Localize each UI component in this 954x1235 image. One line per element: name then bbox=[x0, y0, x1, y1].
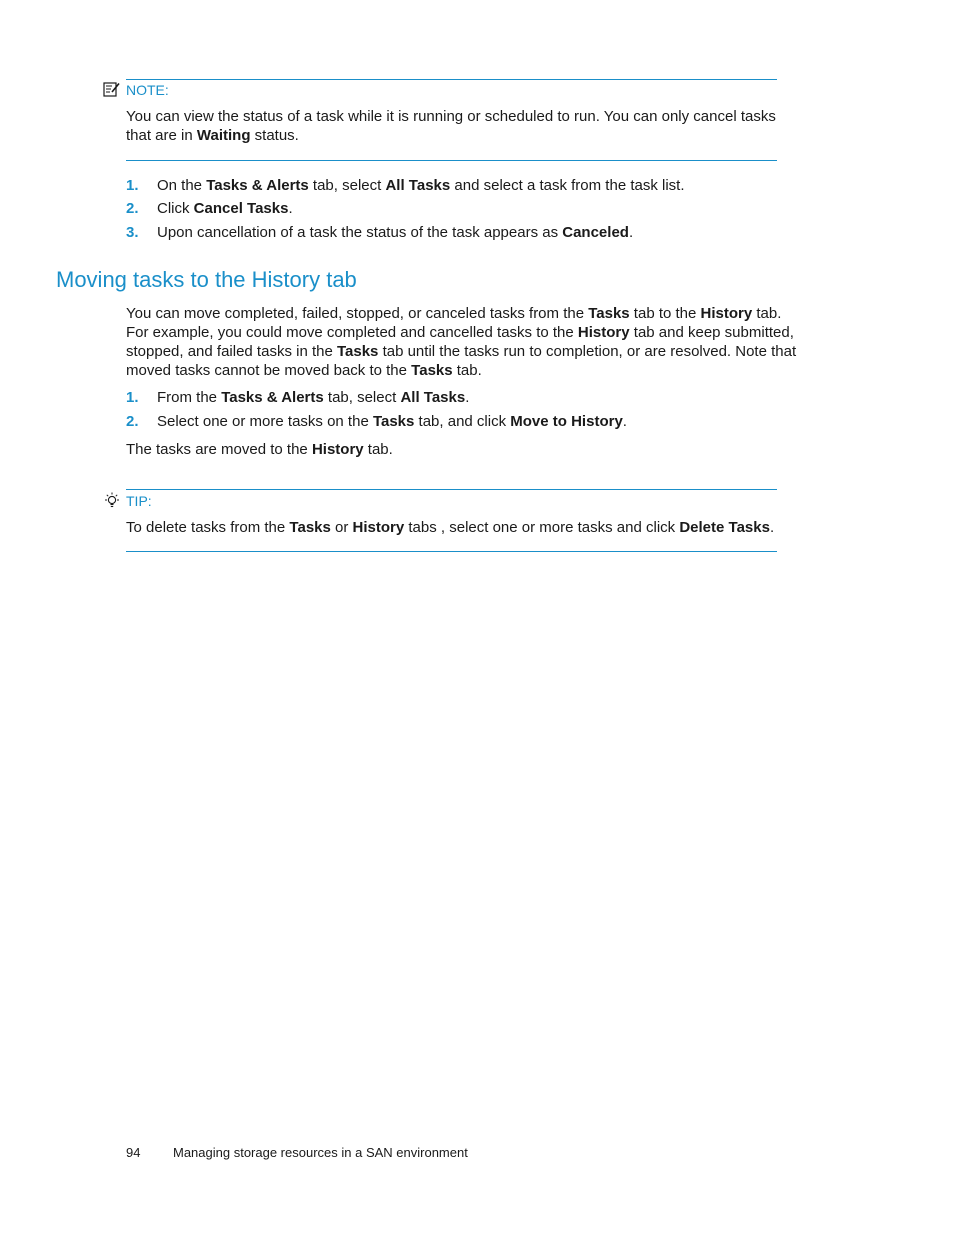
note-top-rule bbox=[126, 79, 777, 80]
result-text: The tasks are moved to the History tab. bbox=[126, 441, 393, 458]
step-number: 1. bbox=[126, 389, 139, 406]
step-text: From the Tasks & Alerts tab, select All Tasks. bbox=[157, 389, 470, 406]
step-text: Click Cancel Tasks. bbox=[157, 200, 293, 217]
page-number: 94 bbox=[126, 1145, 141, 1160]
step-number: 3. bbox=[126, 224, 139, 241]
tip-label: TIP: bbox=[126, 493, 152, 509]
lightbulb-icon bbox=[102, 492, 122, 510]
note-text: You can view the status of a task while it is running or scheduled to run. You can only cancel tasks that are in Waiting status. bbox=[126, 108, 776, 144]
note-label: NOTE: bbox=[126, 82, 169, 98]
chapter-title: Managing storage resources in a SAN environment bbox=[173, 1145, 468, 1160]
note-icon bbox=[103, 82, 121, 98]
tip-top-rule bbox=[126, 489, 777, 490]
section-paragraph: You can move completed, failed, stopped, or canceled tasks from the Tasks tab to the History tab. For example, you could move completed and cancelled tasks to the History tab and keep submitted, stopped, and failed tasks in the Tasks tab until the tasks run to completion, or are resolved. Note that moved tasks cannot be moved back to the Tasks tab. bbox=[126, 305, 797, 379]
step-number: 2. bbox=[126, 200, 139, 217]
step-number: 1. bbox=[126, 177, 139, 194]
note-bottom-rule bbox=[126, 160, 777, 161]
step-text: Select one or more tasks on the Tasks tab, and click Move to History. bbox=[157, 413, 627, 430]
tip-text: To delete tasks from the Tasks or History tabs , select one or more tasks and click Delete Tasks. bbox=[126, 519, 775, 536]
step-text: On the Tasks & Alerts tab, select All Tasks and select a task from the task list. bbox=[157, 177, 685, 194]
tip-bottom-rule bbox=[126, 551, 777, 552]
step-text: Upon cancellation of a task the status of the task appears as Canceled. bbox=[157, 224, 634, 241]
step-number: 2. bbox=[126, 413, 139, 430]
section-heading: Moving tasks to the History tab bbox=[56, 267, 357, 292]
